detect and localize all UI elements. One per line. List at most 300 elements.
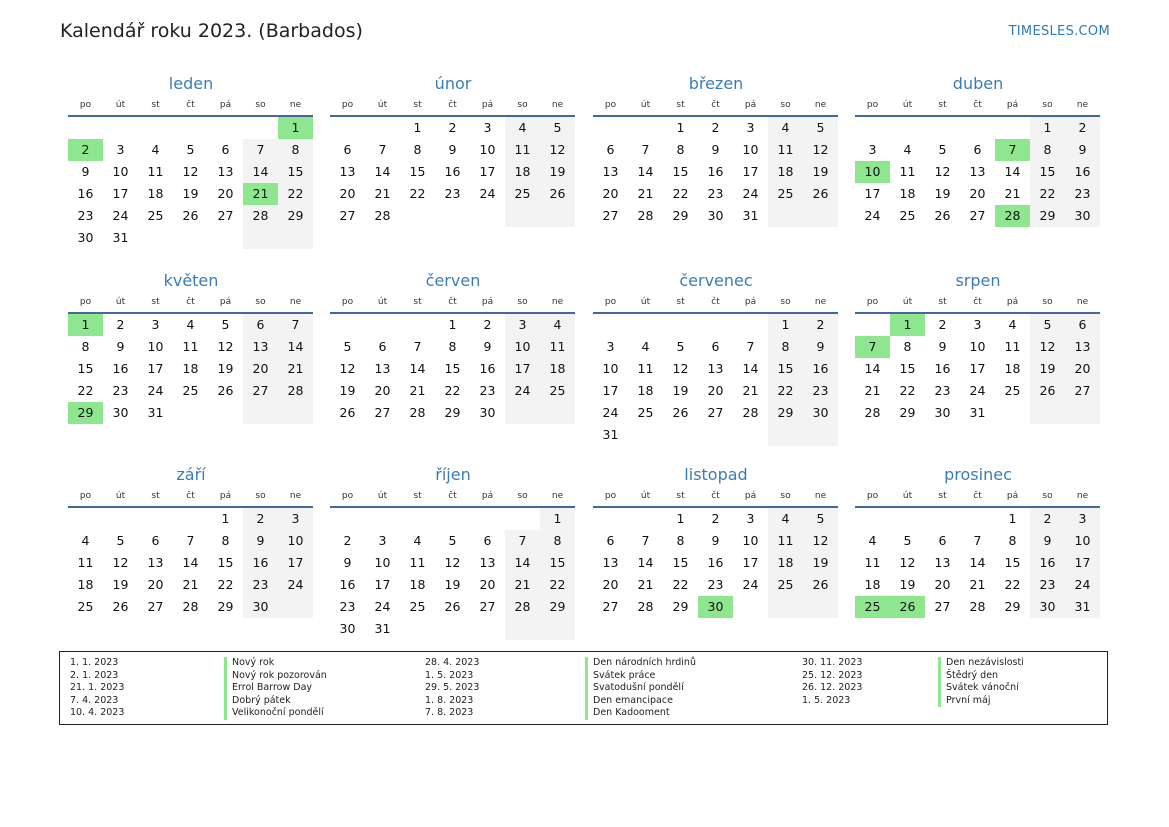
day-cell: 8 (676, 142, 685, 157)
month-name: leden (168, 74, 214, 93)
day-cell: 28 (505, 596, 540, 618)
day-cell: 20 (1065, 358, 1100, 380)
day-cell: 10 (112, 164, 129, 179)
month-name: červenec (679, 271, 753, 290)
month-name: srpen (955, 271, 1001, 290)
weekday-header: čt (960, 95, 995, 117)
day-cell: 13 (374, 361, 391, 376)
day-cell: 14 (1004, 164, 1021, 179)
day-cell: 17 (147, 361, 164, 376)
empty-cell (768, 424, 803, 446)
weekday-header: pá (470, 486, 505, 508)
day-cell: 1 (221, 511, 230, 526)
empty-cell (400, 508, 435, 530)
day-cell: 6 (483, 533, 492, 548)
day-cell: 17 (602, 383, 619, 398)
weekday-header: pá (733, 486, 768, 508)
legend-item: Dobrý pátek (224, 695, 327, 708)
day-cell: 3 (746, 511, 755, 526)
empty-cell (173, 402, 208, 424)
day-cell: 29 (540, 596, 575, 618)
day-cell: 13 (243, 336, 278, 358)
day-cell: 2 (483, 317, 492, 332)
day-cell: 13 (602, 164, 619, 179)
day-cell: 19 (672, 383, 689, 398)
empty-cell (593, 314, 628, 336)
legend-item: 10. 4. 2023 (70, 707, 125, 719)
empty-cell (960, 117, 995, 139)
day-cell: 19 (217, 361, 234, 376)
weekday-header: po (855, 486, 890, 508)
day-cell: 13 (969, 164, 986, 179)
weekday-header: st (663, 95, 698, 117)
weekday-header: út (628, 292, 663, 314)
day-cell: 2 (448, 120, 457, 135)
weekday-header: ne (803, 292, 838, 314)
weekday-header: po (593, 95, 628, 117)
day-cell: 26 (672, 405, 689, 420)
day-cell: 21 (637, 577, 654, 592)
empty-cell (960, 508, 995, 530)
legend-item: Štědrý den (938, 670, 1024, 683)
day-cell: 30 (479, 405, 496, 420)
day-cell: 2 (803, 314, 838, 336)
day-cell: 4 (1008, 317, 1017, 332)
empty-cell (278, 227, 313, 249)
weekday-header: po (68, 486, 103, 508)
day-cell: 12 (672, 361, 689, 376)
empty-cell (330, 508, 365, 530)
empty-cell (698, 314, 733, 336)
day-cell: 23 (112, 383, 129, 398)
empty-cell (243, 117, 278, 139)
empty-cell (68, 117, 103, 139)
day-cell: 15 (672, 555, 689, 570)
day-cell: 24 (147, 383, 164, 398)
day-cell: 28 (637, 599, 654, 614)
empty-cell (628, 508, 663, 530)
weekday-header: pá (208, 486, 243, 508)
day-cell: 4 (641, 339, 650, 354)
weekday-header: so (768, 292, 803, 314)
month-name: květen (163, 271, 219, 290)
holiday-day-cell: 1 (278, 117, 313, 139)
day-cell: 10 (374, 555, 391, 570)
month-březen (593, 73, 839, 227)
weekday-header: ne (278, 95, 313, 117)
day-cell: 28 (278, 380, 313, 402)
day-cell: 24 (374, 599, 391, 614)
weekday-header: st (400, 486, 435, 508)
day-cell: 11 (409, 555, 426, 570)
day-cell: 26 (934, 208, 951, 223)
month-červenec (593, 270, 839, 446)
day-cell: 25 (637, 405, 654, 420)
day-cell: 20 (707, 383, 724, 398)
empty-cell (400, 618, 435, 640)
month-leden (68, 73, 314, 249)
empty-cell (733, 424, 768, 446)
day-cell: 5 (343, 339, 352, 354)
legend-item: 7. 8. 2023 (425, 707, 474, 719)
day-cell: 20 (217, 186, 234, 201)
day-cell: 17 (742, 164, 759, 179)
day-cell: 22 (444, 383, 461, 398)
weekday-header: so (768, 95, 803, 117)
day-cell: 6 (221, 142, 230, 157)
day-cell: 18 (505, 161, 540, 183)
day-cell: 19 (339, 383, 356, 398)
day-cell: 2 (711, 511, 720, 526)
day-cell: 13 (147, 555, 164, 570)
day-cell: 6 (938, 533, 947, 548)
day-cell: 15 (672, 164, 689, 179)
day-cell: 22 (672, 186, 689, 201)
empty-cell (400, 205, 435, 227)
legend-item: Svátek vánoční (938, 682, 1024, 695)
day-cell: 24 (1065, 574, 1100, 596)
day-cell: 12 (899, 555, 916, 570)
day-cell: 7 (746, 339, 755, 354)
day-cell: 8 (413, 142, 422, 157)
day-cell: 18 (768, 552, 803, 574)
day-cell: 12 (217, 339, 234, 354)
weekday-header: po (593, 486, 628, 508)
day-cell: 28 (374, 208, 391, 223)
day-cell: 12 (540, 139, 575, 161)
day-cell: 20 (147, 577, 164, 592)
empty-cell (505, 508, 540, 530)
day-cell: 31 (742, 208, 759, 223)
day-cell: 22 (278, 183, 313, 205)
day-cell: 4 (768, 117, 803, 139)
day-cell: 4 (505, 117, 540, 139)
day-cell: 4 (413, 533, 422, 548)
day-cell: 19 (803, 161, 838, 183)
day-cell: 3 (973, 317, 982, 332)
empty-cell (103, 508, 138, 530)
day-cell: 7 (186, 533, 195, 548)
weekday-header: po (855, 95, 890, 117)
day-cell: 12 (339, 361, 356, 376)
day-cell: 25 (77, 599, 94, 614)
day-cell: 23 (707, 186, 724, 201)
day-cell: 22 (540, 574, 575, 596)
day-cell: 23 (339, 599, 356, 614)
day-cell: 30 (707, 208, 724, 223)
empty-cell (855, 117, 890, 139)
weekday-header: pá (208, 292, 243, 314)
day-cell: 16 (803, 358, 838, 380)
empty-cell (628, 424, 663, 446)
day-cell: 11 (540, 336, 575, 358)
legend-item: Errol Barrow Day (224, 682, 327, 695)
empty-cell (435, 508, 470, 530)
day-cell: 9 (711, 533, 720, 548)
month-prosinec (855, 464, 1101, 618)
day-cell: 25 (505, 183, 540, 205)
weekday-header: st (925, 292, 960, 314)
empty-cell (173, 227, 208, 249)
day-cell: 22 (672, 577, 689, 592)
day-cell: 1 (1030, 117, 1065, 139)
empty-cell (698, 424, 733, 446)
month-listopad (593, 464, 839, 618)
day-cell: 7 (641, 142, 650, 157)
empty-cell (435, 618, 470, 640)
day-cell: 6 (606, 533, 615, 548)
weekday-header: st (663, 486, 698, 508)
weekday-header: po (330, 486, 365, 508)
day-cell: 27 (1065, 380, 1100, 402)
empty-cell (628, 314, 663, 336)
empty-cell (890, 117, 925, 139)
legend-item: 1. 1. 2023 (70, 657, 119, 668)
day-cell: 26 (217, 383, 234, 398)
day-cell: 3 (1065, 508, 1100, 530)
month-name: říjen (435, 465, 471, 484)
day-cell: 9 (448, 142, 457, 157)
day-cell: 18 (1004, 361, 1021, 376)
day-cell: 18 (77, 577, 94, 592)
day-cell: 11 (864, 555, 881, 570)
day-cell: 26 (1030, 380, 1065, 402)
holiday-day-cell: 2 (68, 139, 103, 161)
day-cell: 8 (768, 336, 803, 358)
day-cell: 11 (505, 139, 540, 161)
day-cell: 14 (182, 555, 199, 570)
day-cell: 7 (641, 533, 650, 548)
weekday-header: čt (698, 95, 733, 117)
day-cell: 2 (711, 120, 720, 135)
day-cell: 20 (479, 577, 496, 592)
day-cell: 16 (243, 552, 278, 574)
weekday-header: st (138, 95, 173, 117)
day-cell: 5 (938, 142, 947, 157)
day-cell: 27 (934, 599, 951, 614)
legend-item: Svátek práce (585, 670, 696, 683)
empty-cell (803, 424, 838, 446)
month-srpen (855, 270, 1101, 424)
weekday-header: po (330, 95, 365, 117)
day-cell: 12 (112, 555, 129, 570)
empty-cell (768, 205, 803, 227)
legend-item: Den nezávislosti (938, 657, 1024, 670)
empty-cell (733, 314, 768, 336)
day-cell: 15 (409, 164, 426, 179)
day-cell: 10 (505, 336, 540, 358)
day-cell: 12 (803, 139, 838, 161)
legend-item: Nový rok pozorován (224, 670, 327, 683)
day-cell: 16 (707, 555, 724, 570)
day-cell: 25 (768, 183, 803, 205)
weekday-header: čt (173, 292, 208, 314)
empty-cell (330, 314, 365, 336)
day-cell: 27 (969, 208, 986, 223)
day-cell: 4 (186, 317, 195, 332)
day-cell: 15 (768, 358, 803, 380)
day-cell: 28 (637, 208, 654, 223)
day-cell: 13 (707, 361, 724, 376)
day-cell: 16 (1065, 161, 1100, 183)
weekday-header: ne (540, 95, 575, 117)
weekday-header: ne (803, 486, 838, 508)
weekday-header: út (365, 292, 400, 314)
day-cell: 27 (147, 599, 164, 614)
day-cell: 6 (711, 339, 720, 354)
day-cell: 25 (1004, 383, 1021, 398)
empty-cell (593, 117, 628, 139)
holiday-day-cell: 29 (68, 402, 103, 424)
weekday-header: st (663, 292, 698, 314)
weekday-header: ne (540, 486, 575, 508)
legend-dates-col-3 (802, 657, 862, 707)
day-cell: 24 (742, 186, 759, 201)
weekday-header: po (330, 292, 365, 314)
day-cell: 5 (116, 533, 125, 548)
weekday-header: po (593, 292, 628, 314)
day-cell: 29 (899, 405, 916, 420)
day-cell: 27 (374, 405, 391, 420)
day-cell: 5 (186, 142, 195, 157)
legend-names-col-3 (938, 657, 1024, 707)
day-cell: 3 (505, 314, 540, 336)
day-cell: 4 (903, 142, 912, 157)
day-cell: 9 (803, 336, 838, 358)
weekday-header: st (400, 95, 435, 117)
weekday-header: út (628, 95, 663, 117)
day-cell: 10 (147, 339, 164, 354)
day-cell: 30 (112, 405, 129, 420)
weekday-header: st (138, 486, 173, 508)
day-cell: 13 (1065, 336, 1100, 358)
day-cell: 14 (864, 361, 881, 376)
weekday-header: út (628, 486, 663, 508)
empty-cell (803, 205, 838, 227)
empty-cell (505, 618, 540, 640)
day-cell: 11 (182, 339, 199, 354)
empty-cell (925, 117, 960, 139)
empty-cell (663, 424, 698, 446)
day-cell: 15 (899, 361, 916, 376)
day-cell: 7 (378, 142, 387, 157)
day-cell: 21 (969, 577, 986, 592)
empty-cell (768, 596, 803, 618)
day-cell: 1 (540, 508, 575, 530)
day-cell: 7 (505, 530, 540, 552)
day-cell: 7 (413, 339, 422, 354)
weekday-header: čt (698, 486, 733, 508)
weekday-header: út (103, 292, 138, 314)
weekday-header: pá (470, 292, 505, 314)
day-cell: 29 (672, 208, 689, 223)
day-cell: 25 (182, 383, 199, 398)
weekday-header: po (855, 292, 890, 314)
empty-cell (505, 205, 540, 227)
day-cell: 4 (768, 508, 803, 530)
empty-cell (540, 618, 575, 640)
day-cell: 29 (444, 405, 461, 420)
weekday-header: so (243, 486, 278, 508)
weekday-header: út (365, 486, 400, 508)
empty-cell (173, 508, 208, 530)
day-cell: 10 (742, 142, 759, 157)
day-cell: 17 (742, 555, 759, 570)
weekday-header: po (68, 292, 103, 314)
day-cell: 14 (969, 555, 986, 570)
empty-cell (890, 508, 925, 530)
day-cell: 24 (602, 405, 619, 420)
weekday-header: pá (208, 95, 243, 117)
weekday-header: so (505, 292, 540, 314)
day-cell: 30 (339, 621, 356, 636)
day-cell: 5 (803, 508, 838, 530)
day-cell: 3 (606, 339, 615, 354)
day-cell: 24 (278, 574, 313, 596)
day-cell: 8 (540, 530, 575, 552)
day-cell: 6 (243, 314, 278, 336)
empty-cell (68, 508, 103, 530)
day-cell: 29 (672, 599, 689, 614)
weekday-header: út (103, 95, 138, 117)
day-cell: 3 (151, 317, 160, 332)
day-cell: 19 (112, 577, 129, 592)
day-cell: 23 (1030, 574, 1065, 596)
holiday-day-cell: 7 (855, 336, 890, 358)
day-cell: 4 (540, 314, 575, 336)
day-cell: 21 (742, 383, 759, 398)
weekday-header: st (925, 486, 960, 508)
day-cell: 31 (602, 427, 619, 442)
day-cell: 8 (676, 533, 685, 548)
brand-link[interactable]: TIMESLES.COM (1008, 24, 1110, 39)
day-cell: 15 (77, 361, 94, 376)
legend-names-col-1 (224, 657, 327, 720)
weekday-header: pá (995, 95, 1030, 117)
day-cell: 8 (1030, 139, 1065, 161)
empty-cell (803, 596, 838, 618)
empty-cell (470, 205, 505, 227)
day-cell: 23 (803, 380, 838, 402)
legend-item: 28. 4. 2023 (425, 657, 480, 668)
day-cell: 8 (221, 533, 230, 548)
day-cell: 17 (479, 164, 496, 179)
day-cell: 19 (899, 577, 916, 592)
day-cell: 30 (77, 230, 94, 245)
empty-cell (628, 117, 663, 139)
empty-cell (855, 508, 890, 530)
day-cell: 28 (969, 599, 986, 614)
day-cell: 21 (182, 577, 199, 592)
day-cell: 1 (676, 511, 685, 526)
day-cell: 3 (116, 142, 125, 157)
day-cell: 31 (374, 621, 391, 636)
weekday-header: ne (1065, 292, 1100, 314)
page-title: Kalendář roku 2023. (Barbados) (60, 20, 363, 42)
day-cell: 21 (1004, 186, 1021, 201)
day-cell: 18 (182, 361, 199, 376)
day-cell: 11 (768, 139, 803, 161)
day-cell: 12 (803, 530, 838, 552)
day-cell: 5 (540, 117, 575, 139)
empty-cell (470, 508, 505, 530)
day-cell: 10 (479, 142, 496, 157)
day-cell: 18 (637, 383, 654, 398)
weekday-header: so (505, 486, 540, 508)
day-cell: 2 (1030, 508, 1065, 530)
day-cell: 13 (217, 164, 234, 179)
weekday-header: čt (960, 292, 995, 314)
